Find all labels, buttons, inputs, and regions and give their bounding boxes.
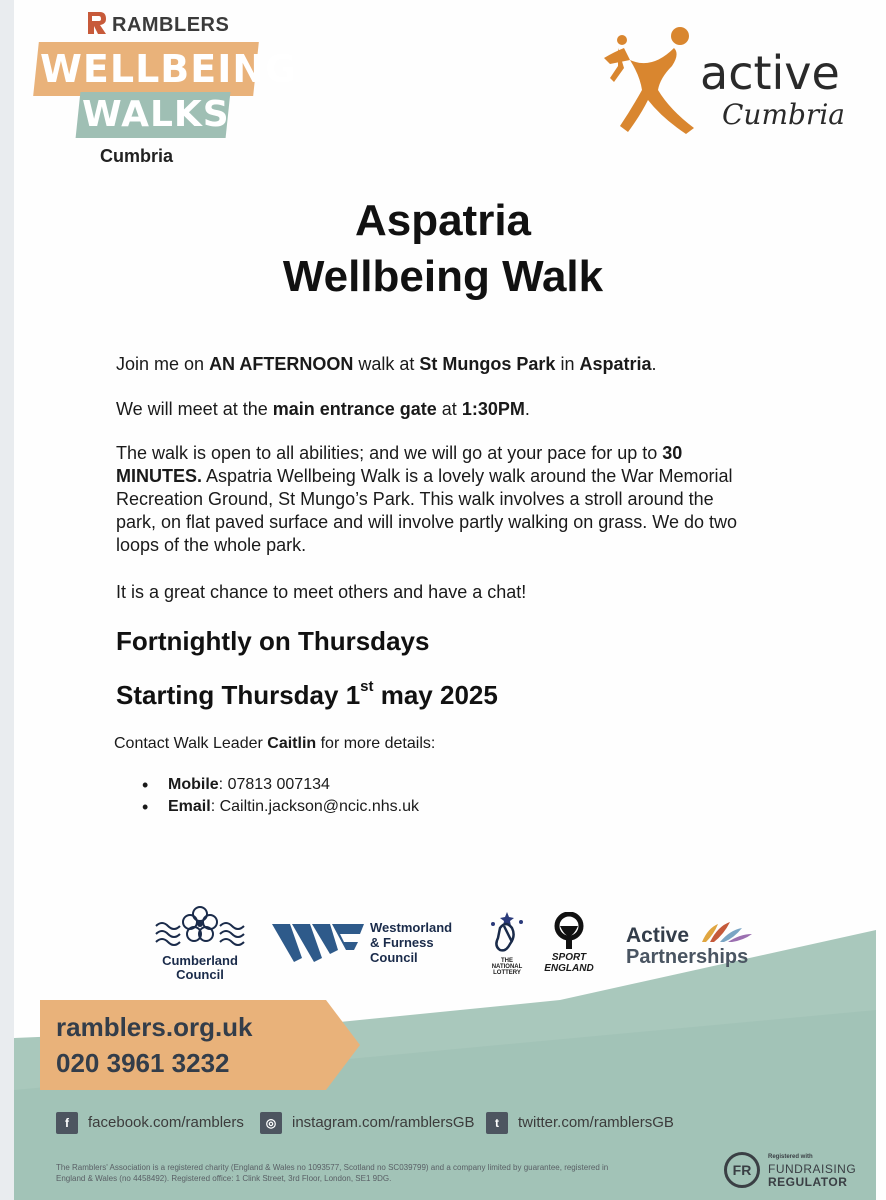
westmorland-label xyxy=(370,920,452,965)
cumbria-script: Cumbria xyxy=(722,98,845,131)
text-run: The walk is open to all abilities; and we will go at your pace for up to xyxy=(116,443,663,463)
text-run: Contact Walk Leader xyxy=(114,735,268,752)
active-figures-icon xyxy=(600,24,710,136)
label-line: Council xyxy=(176,967,224,982)
mobile-value[interactable]: : 07813 007134 xyxy=(218,776,330,793)
text-run: . xyxy=(651,354,657,374)
text-run-bold: AN AFTERNOON xyxy=(209,354,354,374)
active-wordmark: active xyxy=(700,46,840,100)
page-title-line-2: Wellbeing Walk xyxy=(282,252,604,301)
ramblers-wellbeing-walks-logo xyxy=(30,6,298,166)
active-partnerships-line-1: Active xyxy=(626,924,690,947)
label-line: ENGLAND xyxy=(544,963,594,974)
fr-mark-icon: FR xyxy=(724,1152,760,1188)
email-value[interactable]: : Cailtin.jackson@ncic.nhs.uk xyxy=(210,798,420,815)
label-line: Council xyxy=(370,950,418,965)
cumberland-council-logo xyxy=(150,904,250,984)
instagram-label: instagram.com/ramblersGB xyxy=(292,1113,475,1131)
leaf-fan-icon xyxy=(698,920,754,944)
twitter-link[interactable] xyxy=(486,1112,674,1134)
schedule-start xyxy=(116,680,498,711)
label-line: THE xyxy=(501,958,513,964)
ramblers-r-icon xyxy=(86,10,108,36)
fr-line-2: REGULATOR xyxy=(768,1175,848,1189)
instagram-link[interactable] xyxy=(260,1112,475,1134)
text-run: Aspatria Wellbeing Walk is a lovely walk around the War Memorial Recreation Ground, St Mungo’s Park. This walk involves a stroll around the park, on flat paved surface and will involve partly walking on grass. We do two loops of the whole park. xyxy=(116,466,737,555)
intro-paragraph-4: It is a great chance to meet others and have a chat! xyxy=(116,582,527,602)
text-run: for more details: xyxy=(316,735,436,752)
text-run-bold: 1:30PM xyxy=(461,399,525,419)
active-partnerships-line-2: Partnerships xyxy=(626,946,749,968)
facebook-label: facebook.com/ramblers xyxy=(88,1113,244,1131)
sport-england-logo xyxy=(540,912,598,976)
label-line: Westmorland xyxy=(370,920,453,935)
intro-paragraph-2 xyxy=(116,398,756,421)
wellbeing-text: WELLBEING xyxy=(40,47,298,91)
label-line: Cumberland xyxy=(162,953,238,968)
contact-intro xyxy=(114,735,435,753)
twitter-label: twitter.com/ramblersGB xyxy=(518,1113,674,1131)
label-line: & Furness xyxy=(370,935,434,950)
text-run: We will meet at the xyxy=(116,399,273,419)
national-lottery-logo xyxy=(484,910,530,976)
text-run: . xyxy=(524,399,530,419)
intro-paragraph-1 xyxy=(116,353,756,376)
region-label: Cumbria xyxy=(100,146,174,166)
phone-number[interactable]: 020 3961 3232 xyxy=(56,1048,230,1078)
facebook-link[interactable] xyxy=(56,1112,244,1134)
text-run-bold: St Mungos Park xyxy=(419,354,556,374)
twitter-icon: t xyxy=(486,1112,508,1134)
lottery-label xyxy=(484,958,530,976)
facebook-icon: f xyxy=(56,1112,78,1134)
website-link[interactable]: ramblers.org.uk xyxy=(56,1012,253,1042)
text-run: Starting Thursday 1 xyxy=(116,680,361,710)
text-run-bold: 30 MINUTES. xyxy=(116,443,683,486)
sport-england-mark-icon xyxy=(552,912,586,950)
contact-mobile xyxy=(142,774,419,796)
legal-text: The Ramblers' Association is a registered charity (England & Wales no 1093577, Scotland no SC039799) and a company limited by guarantee, registered in England & Wales (no 4458492). Registered office: 1 Clink Street, 3rd Floor, London, SE1 9DG. xyxy=(56,1163,609,1183)
fr-line-1: FUNDRAISING xyxy=(768,1162,857,1176)
crossed-fingers-icon xyxy=(486,910,528,956)
fr-small-label: Registered with xyxy=(768,1154,813,1160)
walks-text: WALKS xyxy=(82,94,230,135)
label-line: LOTTERY xyxy=(493,970,521,976)
sport-england-label xyxy=(540,952,598,974)
wf-mark-icon xyxy=(272,920,364,966)
text-run-bold: main entrance gate xyxy=(272,399,437,419)
page-title-line-1: Aspatria xyxy=(354,196,532,245)
fundraising-regulator-badge xyxy=(724,1152,864,1192)
active-partnerships-logo xyxy=(626,920,766,970)
leader-name: Caitlin xyxy=(267,735,317,752)
text-run: may 2025 xyxy=(373,680,498,710)
mobile-label: Mobile xyxy=(168,776,219,793)
instagram-icon: ◎ xyxy=(260,1112,282,1134)
text-run: Join me on xyxy=(116,354,210,374)
text-run-bold: Aspatria xyxy=(579,354,652,374)
ramblers-wordmark: RAMBLERS xyxy=(112,14,230,36)
contact-email xyxy=(142,796,419,818)
active-cumbria-logo xyxy=(600,24,860,144)
email-label: Email xyxy=(168,798,211,815)
westmorland-furness-logo xyxy=(272,916,472,972)
schedule-frequency: Fortnightly on Thursdays xyxy=(116,626,430,656)
contact-list xyxy=(142,774,419,818)
intro-paragraph-3 xyxy=(116,442,756,557)
ordinal-suffix: st xyxy=(360,678,374,695)
label-line: SPORT xyxy=(551,952,587,963)
flower-icon xyxy=(150,904,250,952)
cumberland-label xyxy=(150,954,250,982)
label-line: NATIONAL xyxy=(491,964,523,970)
text-run: walk at xyxy=(353,354,420,374)
text-run: in xyxy=(555,354,580,374)
text-run: at xyxy=(436,399,462,419)
